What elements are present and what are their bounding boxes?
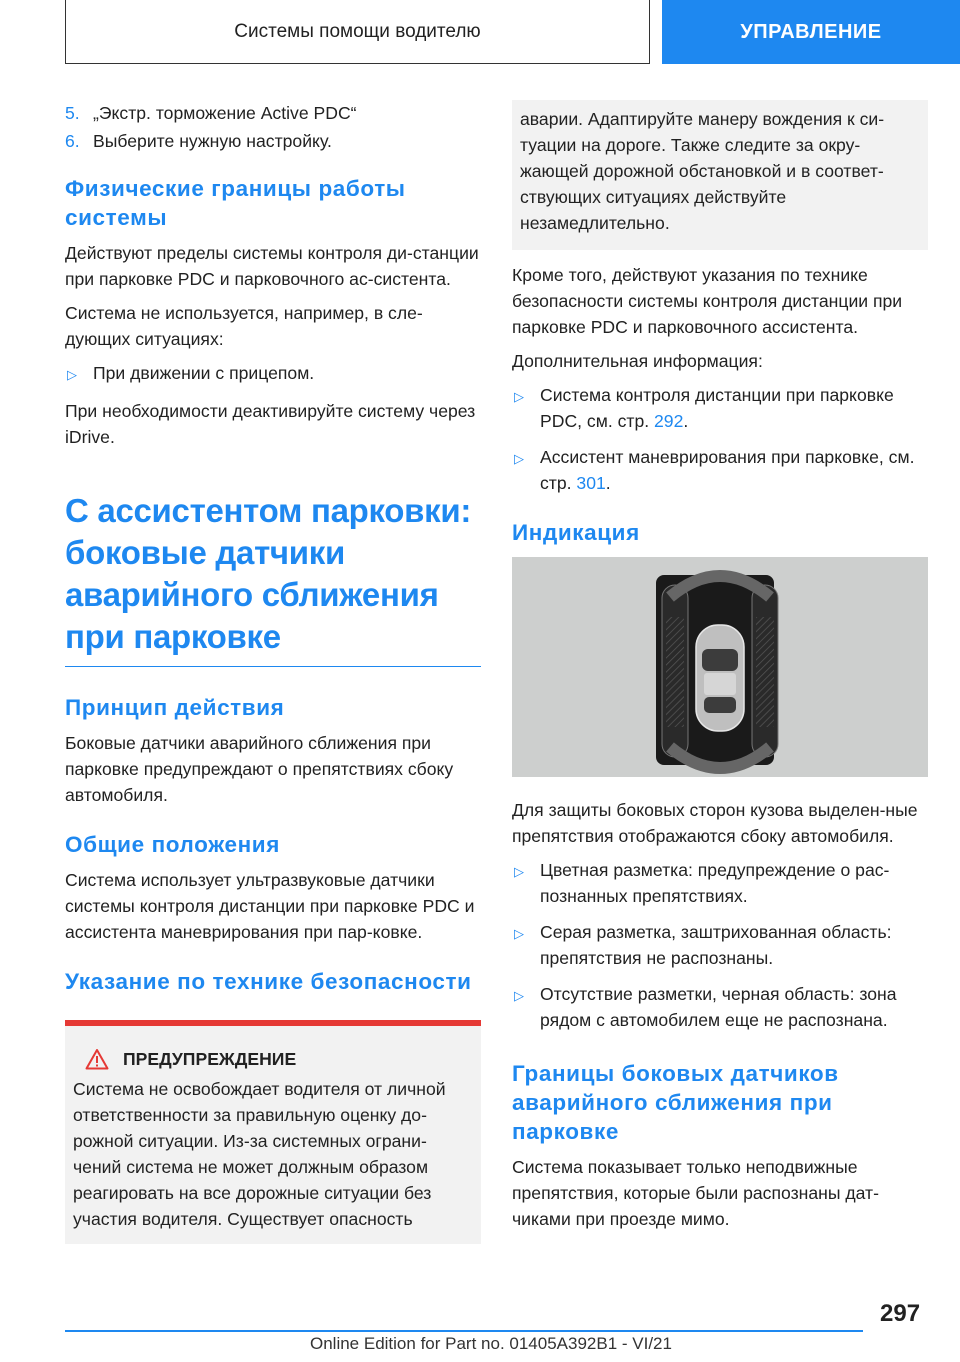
chapter-heading: С ассистентом парковки: боковые датчики аварийного сближения при парковке: [65, 490, 481, 667]
triangle-bullet-icon: ▷: [67, 367, 77, 382]
warning-text: аварии. Адаптируйте манеру вождения к си-туации на дороге. Также следите за окру-жающей дорожной обстановкой и в соответ-ствующих ситуациях действуйте незамедлительно.: [520, 109, 885, 233]
heading-limits: Физические границы работы системы: [65, 176, 406, 230]
warning-title: [73, 1048, 471, 1070]
car-sensor-view-icon: [512, 557, 928, 777]
heading-principle: Принцип действия: [65, 695, 285, 720]
reference-text: Ассистент маневрирования при парковке, см. стр.: [540, 447, 915, 493]
warning-title-text: ПРЕДУПРЕЖДЕНИЕ: [123, 1048, 297, 1069]
footer-divider: [65, 1330, 863, 1332]
page-number: 297: [880, 1300, 921, 1327]
list-item-text: При движении с прицепом.: [93, 363, 315, 383]
heading-display: Индикация: [512, 520, 640, 545]
step-number: 5.: [65, 103, 80, 123]
warning-triangle-icon: [85, 1048, 109, 1070]
chapter-tab: [65, 0, 650, 64]
list-item: [512, 981, 928, 1033]
list-item: [512, 919, 928, 971]
chapter-title: Системы помощи водителю: [234, 20, 481, 42]
steps-list: [65, 100, 481, 154]
heading-safety: Указание по технике безопасности: [65, 969, 472, 994]
triangle-bullet-icon: ▷: [514, 864, 524, 879]
step-number: 6.: [65, 131, 80, 151]
reference-text: Система контроля дистанции при парковке PDC, см. стр.: [540, 385, 894, 431]
heading-general: Общие положения: [65, 832, 280, 857]
left-column: [65, 100, 481, 1244]
triangle-bullet-icon: ▷: [514, 389, 524, 404]
list-item-text: Серая разметка, заштрихованная область: препятствия не распознаны.: [540, 922, 892, 968]
bullet-list: [65, 360, 481, 388]
step-text: „Экстр. торможение Active PDC“: [93, 103, 357, 123]
paragraph: Система использует ультразвуковые датчики системы контроля дистанции при парковке PDC и ассистента маневрирования при пар-ковке.: [65, 870, 475, 942]
warning-box-continued: [512, 100, 928, 250]
footer-edition: Online Edition for Part no. 01405A392B1 - VI/21: [310, 1334, 672, 1353]
paragraph: При необходимости деактивируйте систему через iDrive.: [65, 401, 476, 447]
paragraph: Система показывает только неподвижные препятствия, которые были распознаны дат-чиками при проезде мимо.: [512, 1157, 879, 1229]
paragraph: Действуют пределы системы контроля ди-станции при парковке PDC и парковочного ас-систента.: [65, 243, 479, 289]
list-item-text: Цветная разметка: предупреждение о рас-познанных препятствиях.: [540, 860, 890, 906]
paragraph: Система не используется, например, в сле-дующих ситуациях:: [65, 303, 423, 349]
triangle-bullet-icon: ▷: [514, 451, 524, 466]
triangle-bullet-icon: ▷: [514, 988, 524, 1003]
list-item-text: Отсутствие разметки, черная область: зона рядом с автомобилем еще не распознана.: [540, 984, 897, 1030]
step-text: Выберите нужную настройку.: [93, 131, 332, 151]
paragraph: Кроме того, действуют указания по технике безопасности системы контроля дистанции при парковке PDC и парковочного ассистента.: [512, 265, 903, 337]
section-title: УПРАВЛЕНИЕ: [740, 20, 882, 43]
list-item: [512, 857, 928, 909]
step-item: [65, 100, 481, 126]
list-item: [512, 382, 928, 434]
paragraph: Боковые датчики аварийного сближения при парковке предупреждают о препятствиях сбоку автомобиля.: [65, 733, 454, 805]
heading-bounds: Границы боковых датчиков аварийного сближения при парковке: [512, 1061, 839, 1144]
bullet-list: [512, 857, 928, 1033]
step-item: [65, 128, 481, 154]
list-item-text: Система контроля дистанции при парковке PDC, см. стр. 292.: [540, 385, 894, 431]
warning-text: Система не освобождает водителя от личной ответственности за правильную оценку до-рожной ситуации. Из-за системных ограни-чений система не может должным образом реагировать на все дорожные ситуации без участия водителя. Существует опасность: [73, 1079, 446, 1229]
reference-list: [512, 382, 928, 496]
triangle-bullet-icon: ▷: [514, 926, 524, 941]
page-link-292[interactable]: 292: [654, 411, 684, 431]
parking-display-image: [512, 557, 928, 777]
page-link-301[interactable]: 301: [576, 473, 606, 493]
paragraph: Для защиты боковых сторон кузова выделен-ные препятствия отображаются сбоку автомобиля.: [512, 800, 918, 846]
paragraph: Дополнительная информация:: [512, 351, 763, 371]
list-item: [65, 360, 481, 388]
list-item: [512, 444, 928, 496]
warning-box: [65, 1020, 481, 1244]
section-tab: [662, 0, 960, 64]
list-item-text: Ассистент маневрирования при парковке, см. стр. 301.: [540, 447, 915, 493]
right-column: [512, 100, 928, 1240]
